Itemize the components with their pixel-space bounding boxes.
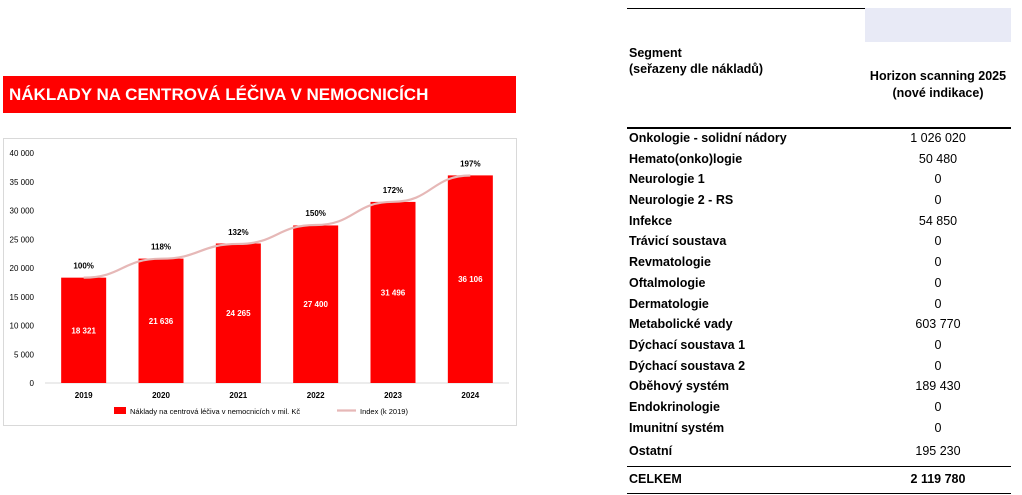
value-cell: 0 [934,172,942,187]
table-row [627,438,1011,463]
table-row [627,252,1011,273]
segment-cell: Dýchací soustava 2 [629,358,746,373]
index-value-label: 197% [460,159,481,169]
value-header-line1: Horizon scanning 2025 [869,69,1007,83]
value-cell: 0 [934,255,942,270]
table-row [627,231,1011,252]
segment-cell: Oftalmologie [629,275,706,290]
bar-value-label: 21 636 [148,316,174,326]
segment-column-header [627,8,865,129]
segment-cell: Endokrinologie [629,399,720,414]
table-row [627,335,1011,356]
index-value-label: 100% [73,261,94,271]
bar-value-label: 31 496 [380,288,406,298]
value-cell: 0 [934,337,942,352]
x-tick-label: 2021 [229,391,248,400]
y-tick-label: 25 000 [9,235,34,245]
table-row [627,273,1011,294]
x-tick-label: 2020 [152,391,170,400]
value-header-line2: (nové indikace) [892,86,984,100]
index-value-label: 150% [305,208,326,218]
total-label: CELKEM [629,472,682,486]
segment-cell: Onkologie - solidní nádory [629,131,787,145]
segment-cell: Neurologie 2 - RS [629,193,734,208]
segment-cell: Oběhový systém [629,379,730,394]
segment-header-text [629,45,763,77]
value-cell: 0 [934,275,942,290]
index-value-label: 132% [228,227,249,237]
table-row [627,376,1011,397]
bar-value-label: 18 321 [71,326,96,336]
segment-cell: Revmatologie [629,255,711,270]
bar-value-label: 27 400 [303,300,328,310]
table-row [627,294,1011,315]
x-tick-label: 2022 [306,391,325,400]
value-cell: 54 850 [918,213,958,228]
value-header-shade [865,8,1011,42]
cost-chart [3,138,517,426]
segment-header-line1: Segment [629,46,682,60]
y-tick-label: 0 [29,379,34,388]
table-row [627,149,1011,170]
table-row [627,190,1011,211]
value-cell: 0 [934,193,942,208]
table-row [627,211,1011,232]
segment-cell: Dýchací soustava 1 [629,337,746,352]
table-row [627,397,1011,418]
x-tick-label: 2019 [74,391,93,400]
value-cell: 0 [934,358,942,373]
value-cell: 1 026 020 [910,131,966,145]
total-value: 2 119 780 [910,472,966,486]
cost-chart-svg [4,139,518,427]
table-row [627,314,1011,335]
table-row [627,356,1011,377]
legend-label-line: Index (k 2019) [360,407,408,416]
index-value-label: 118% [150,242,172,252]
segment-cell: Ostatní [629,444,673,459]
y-tick-label: 35 000 [9,177,34,187]
value-cell: 195 230 [915,444,961,459]
value-column-header [865,68,1011,102]
segment-header-line2: (seřazeny dle nákladů) [629,62,764,76]
x-tick-label: 2023 [384,391,402,400]
y-tick-label: 30 000 [9,206,34,216]
segment-cell: Metabolické vady [629,317,733,332]
segment-cell: Neurologie 1 [629,172,705,187]
legend-label-bars: Náklady na centrová léčiva v nemocnicích v mil. Kč [130,407,301,416]
table-rows [627,128,1011,463]
table-row [627,128,1011,149]
y-tick-label: 15 000 [9,292,34,302]
total-row [627,466,1011,494]
value-cell: 50 480 [918,151,958,166]
segment-cell: Hemato(onko)logie [629,151,743,166]
legend-swatch-bars [114,407,126,414]
segment-cell: Dermatologie [629,296,709,311]
bar-value-label: 36 106 [458,275,483,285]
chart-title-banner: NÁKLADY NA CENTROVÁ LÉČIVA V NEMOCNICÍCH [3,76,516,113]
y-tick-label: 40 000 [9,149,34,158]
bar-value-label: 24 265 [226,309,251,319]
y-tick-label: 5 000 [13,350,34,360]
segment-cell: Trávicí soustava [629,234,727,249]
segment-cell: Imunitní systém [629,420,725,435]
y-tick-label: 10 000 [9,321,34,331]
value-cell: 0 [934,296,942,311]
value-cell: 0 [934,399,942,414]
segment-cell: Infekce [629,213,673,228]
value-cell: 0 [934,420,942,435]
index-value-label: 172% [382,185,404,195]
table-row [627,169,1011,190]
value-cell: 189 430 [915,379,961,394]
y-tick-label: 20 000 [9,264,34,273]
value-cell: 0 [934,234,942,249]
x-tick-label: 2024 [461,391,480,400]
table-row [627,418,1011,439]
value-cell: 603 770 [915,317,961,332]
